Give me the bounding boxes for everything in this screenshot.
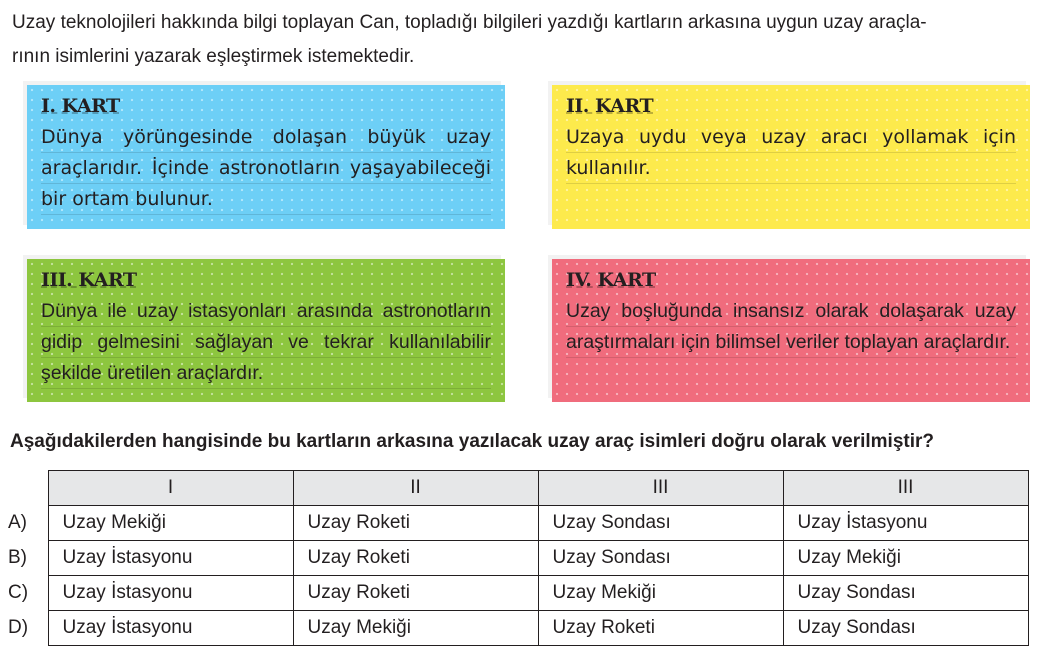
table-cell: Uzay İstasyonu <box>48 576 293 611</box>
answer-option-b[interactable] <box>8 541 1028 576</box>
table-cell: Uzay Roketi <box>538 611 783 646</box>
card-2-text: Uzaya uydu veya uzay aracı yollamak için kullanılır. <box>566 122 1016 184</box>
table-header-cell: III <box>783 471 1028 506</box>
table-cell: Uzay Sondası <box>538 506 783 541</box>
table-header-cell: II <box>293 471 538 506</box>
table-cell: Uzay Mekiği <box>783 541 1028 576</box>
answer-table <box>8 470 1029 646</box>
card-1 <box>27 85 505 229</box>
intro-paragraph <box>12 6 1042 74</box>
table-cell: Uzay Sondası <box>783 576 1028 611</box>
table-cell: Uzay Sondası <box>538 541 783 576</box>
card-2-title: II. KART <box>566 95 654 117</box>
table-header-row <box>8 471 1028 506</box>
table-cell: Uzay Roketi <box>293 506 538 541</box>
card-2 <box>552 85 1030 229</box>
answer-option-a[interactable] <box>8 506 1028 541</box>
card-1-title: I. KART <box>41 95 120 117</box>
card-1-text: Dünya yörüngesinde dolaşan büyük uzay araçlarıdır. İçinde astronotların yaşayabileceği bir ortam bulunur. <box>41 122 491 215</box>
option-label: C) <box>8 582 29 603</box>
question-text: Aşağıdakilerden hangisinde bu kartların arkasına yazılacak uzay araç isimleri doğru olarak verilmiştir? <box>10 431 934 452</box>
table-cell: Uzay Roketi <box>293 576 538 611</box>
table-cell: Uzay İstasyonu <box>48 541 293 576</box>
answer-option-c[interactable] <box>8 576 1028 611</box>
option-label: A) <box>8 512 27 533</box>
table-header-cell: III <box>538 471 783 506</box>
option-label: B) <box>8 547 27 568</box>
card-3-title: III. KART <box>41 269 137 291</box>
card-4 <box>552 259 1030 402</box>
card-3-text: Dünya ile uzay istasyonları arasında astronotların gidip gelmesini sağlayan ve tekrar kullanılabilir şekilde üretilen araçlardır. <box>41 296 491 389</box>
intro-line-1: Uzay teknolojileri hakkında bilgi toplayan Can, topladığı bilgileri yazdığı kartların arkasına uygun uzay araçla- <box>12 12 927 33</box>
card-4-title: IV. KART <box>566 269 656 291</box>
table-cell: Uzay İstasyonu <box>48 611 293 646</box>
intro-line-2: rının isimlerini yazarak eşleştirmek istemektedir. <box>12 46 415 67</box>
table-cell: Uzay İstasyonu <box>783 506 1028 541</box>
table-cell: Uzay Roketi <box>293 541 538 576</box>
card-3 <box>27 259 505 402</box>
table-corner <box>8 471 48 506</box>
option-label: D) <box>8 617 29 638</box>
answer-option-d[interactable] <box>8 611 1028 646</box>
table-header-cell: I <box>48 471 293 506</box>
table-cell: Uzay Mekiği <box>293 611 538 646</box>
table-cell: Uzay Sondası <box>783 611 1028 646</box>
card-4-text: Uzay boşluğunda insansız olarak dolaşarak uzay araştırmaları için bilimsel veriler toplayan araçlardır. <box>566 296 1016 358</box>
table-cell: Uzay Mekiği <box>538 576 783 611</box>
table-cell: Uzay Mekiği <box>48 506 293 541</box>
